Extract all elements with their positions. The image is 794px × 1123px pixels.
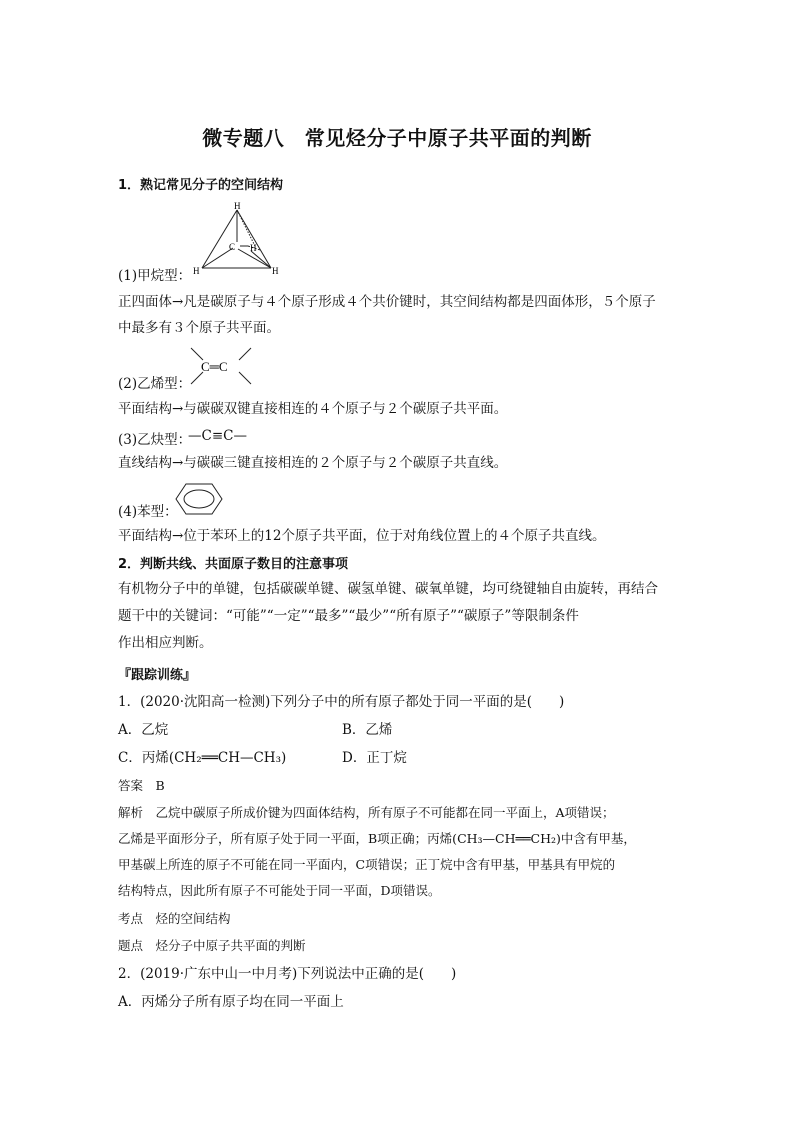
methane-label: (1)甲烷型： — [118, 268, 192, 284]
question-1-answer: 答案 B — [118, 778, 165, 793]
section-2-line-3: 作出相应判断。 — [118, 635, 213, 651]
section-2-line-2: 题干中的关键词：“可能”“一定”“最多”“最少”“所有原子”“碳原子”等限制条件 — [118, 608, 579, 624]
ethylene-formula: C═C — [201, 359, 228, 374]
question-1-option-b: B．乙烯 — [342, 722, 393, 738]
benzene-ring-diagram — [174, 482, 224, 516]
question-1-analysis-line-2: 乙烯是平面形分子，所有原子处于同一平面，B项正确；丙烯(CH₃—CH══CH₂)中含有甲基， — [118, 831, 636, 846]
benzene-label: (4)苯型： — [118, 504, 178, 520]
edge — [237, 210, 271, 268]
h-atom-label: H — [234, 201, 241, 211]
benzene-desc: 平面结构→位于苯环上的12个原子共平面，位于对角线位置上的４个原子共直线。 — [118, 528, 606, 544]
ethylene-desc: 平面结构→与碳碳双键直接相连的４个原子与２个碳原子共平面。 — [118, 401, 508, 417]
acetylene-desc: 直线结构→与碳碳三键直接相连的２个原子与２个碳原子共直线。 — [118, 455, 508, 471]
question-2-stem: 2．(2019·广东中山一中月考)下列说法中正确的是( ) — [118, 966, 457, 982]
question-2-option-a: A．丙烯分子所有原子均在同一平面上 — [118, 994, 344, 1010]
question-1-tidian: 题点 烃分子中原子共平面的判断 — [118, 938, 306, 953]
question-1-kaodian: 考点 烃的空间结构 — [118, 911, 231, 926]
question-1-option-c: C．丙烯(CH₂══CH—CH₃) — [118, 750, 287, 766]
h-atom-label: H — [250, 243, 257, 253]
methane-tetrahedron-diagram — [188, 198, 288, 280]
methane-desc-line-1: 正四面体→凡是碳原子与４个原子形成４个共价键时，其空间结构都是四面体形，５个原子 — [118, 294, 656, 310]
acetylene-label: (3)乙炔型： — [118, 432, 192, 448]
section-1-heading: 1．熟记常见分子的空间结构 — [118, 178, 284, 193]
ethylene-label: (2)乙烯型： — [118, 376, 192, 392]
ethylene-structure-diagram — [188, 344, 254, 388]
h-atom-label: H — [193, 266, 200, 276]
question-1-analysis-line-3: 甲基碳上所连的原子不可能在同一平面内，C项错误；正丁烷中含有甲基，甲基具有甲烷的 — [118, 857, 616, 872]
section-2-heading: 2．判断共线、共面原子数目的注意事项 — [118, 557, 349, 572]
question-1-option-a: A．乙烷 — [118, 722, 169, 738]
edge — [202, 210, 237, 268]
edge — [251, 251, 271, 268]
acetylene-formula: —C≡C— — [188, 428, 247, 444]
question-1-stem: 1．(2020·沈阳高一检测)下列分子中的所有原子都处于同一平面的是( ) — [118, 694, 565, 710]
methane-desc-line-2: 中最多有３个原子共平面。 — [118, 320, 280, 336]
page-title: 微专题八 常见烃分子中原子共平面的判断 — [202, 126, 592, 150]
question-1-analysis-line-1: 解析 乙烷中碳原子所成价键为四面体结构，所有原子不可能都在同一平面上，A项错误； — [118, 805, 615, 820]
practice-heading: 『跟踪训练』 — [118, 668, 197, 683]
h-atom-label: H — [272, 266, 279, 276]
c-atom-label: C — [229, 242, 236, 252]
question-1-option-d: D．正丁烷 — [342, 750, 407, 766]
section-2-line-1: 有机物分子中的单键，包括碳碳单键、碳氢单键、碳氧单键，均可绕键轴自由旋转，再结合 — [118, 581, 658, 597]
edge — [237, 210, 255, 246]
question-1-analysis-line-4: 结构特点，因此所有原子不可能处于同一平面，D项错误。 — [118, 883, 441, 898]
